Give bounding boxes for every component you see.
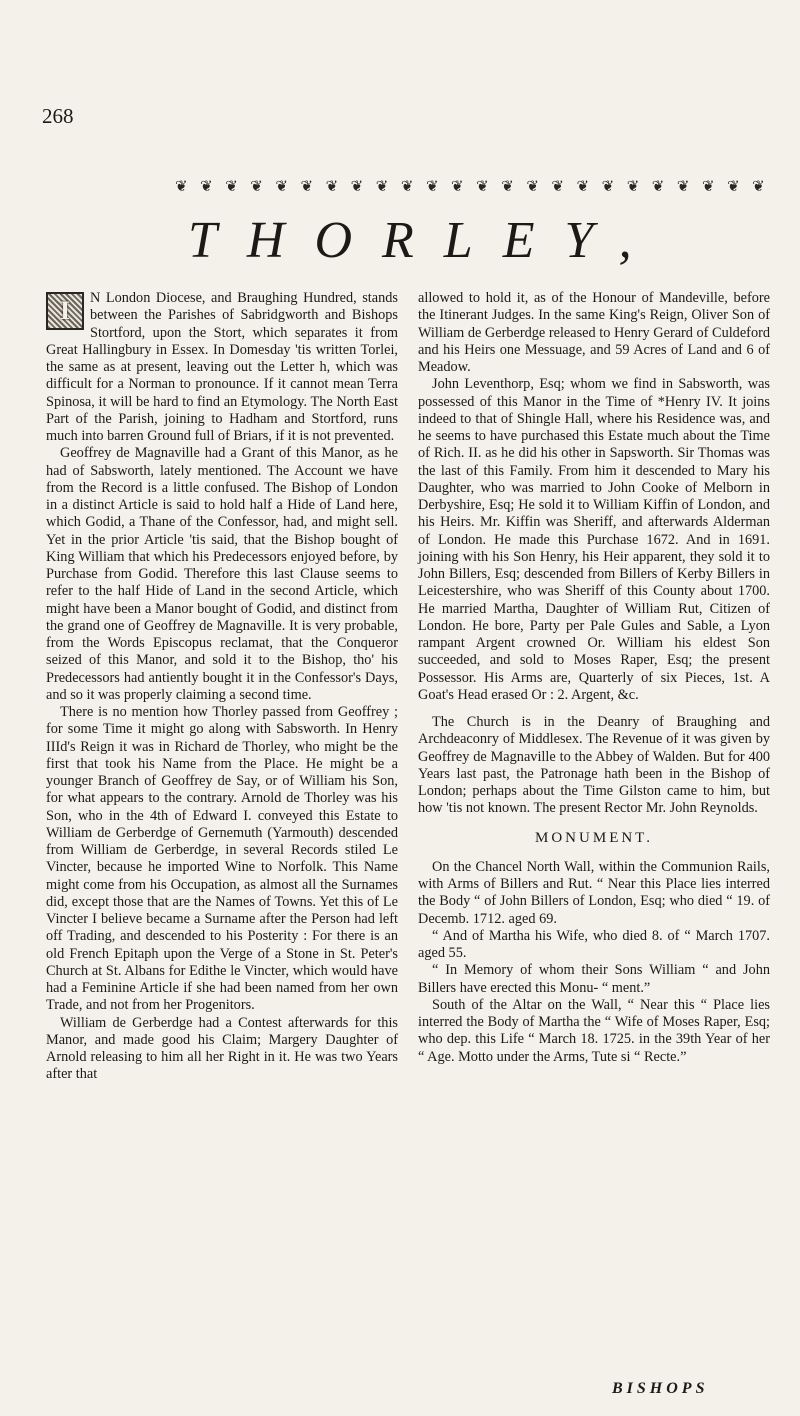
ornament-icon: ❦	[551, 178, 564, 195]
ornament-icon: ❦	[175, 178, 188, 195]
section-heading: MONUMENT.	[535, 829, 653, 846]
ornament-icon: ❦	[576, 178, 590, 195]
ornament-icon: ❦	[727, 178, 740, 195]
page-number: 268	[42, 104, 74, 128]
paragraph: allowed to hold it, as of the Honour of Mandeville, before the Itinerant Judges. In the same King's Reign, Oliver Son of William de Gerberdge released to Henry Gerard of Culdeford and his Heirs one Messuage, and 59 Acres of Land and 6 of Meadow.	[418, 290, 770, 375]
ornament-icon: ❦	[626, 178, 640, 195]
ornament-icon: ❦	[200, 178, 213, 195]
ornament-icon: ❦	[601, 178, 615, 195]
ornament-icon: ❦	[375, 178, 389, 195]
paragraph: William de Gerberdge had a Contest afterwards for this Manor, and made good his Claim; Margery Daughter of Arnold releasing to him all her Right in it. He was two Years after that	[46, 1014, 398, 1083]
ornament-icon: ❦	[526, 178, 539, 195]
paragraph: There is no mention how Thorley passed from Geoffrey ; for some Time it might go along with Sabsworth. In Henry IIId's Reign it was in Richard de Thorley, who might be the first that took his Name from the Place. He might be a younger Branch of Geoffrey de Say, or of William his Son, for what appears to the contrary. Arnold de Thorley was his Son, who in the 4th of Edward I. conveyed this Estate to William de Gerberdge of Gernemuth (Yarmouth) descended from William de Gerberdge, in several Records stiled Le Vincter, because he imported Wine to Norfolk. This Name might come from his Occupation, as almost all the Surnames did, except those that are the Names of Towns. Yet this of Le Vincter I believe became a Surname after the Person had left off Trading, and descended to his Posterity : For there is an old French Epitaph upon the Verge of a Stone in St. Peter's Church at St. Albans for Edithe le Vincter, which would have had a Feminine Article if she had been named from her own Trade, and not from her Progenitors.	[46, 704, 398, 1014]
paragraph: On the Chancel North Wall, within the Communion Rails, with Arms of Billers and Rut. “ Near this Place lies interred the Body “ of John Billers of London, Esq; who died “ 19. of Decemb. 1712. aged 69.	[418, 858, 770, 927]
decorative-ornament-band	[175, 177, 765, 195]
ornament-icon: ❦	[701, 178, 715, 195]
drop-cap-initial: I	[46, 292, 84, 330]
ornament-icon: ❦	[425, 178, 439, 195]
page-title: THORLEY,	[188, 212, 662, 269]
ornament-icon: ❦	[476, 178, 489, 195]
ornament-icon: ❦	[752, 178, 765, 195]
ornament-icon: ❦	[676, 178, 690, 195]
paragraph: South of the Altar on the Wall, “ Near this “ Place lies interred the Body of Martha the “ Wife of Moses Raper, Esq; who dep. this Life “ March 18. 1725. in the 39th Year of her “ Age. Motto under the Arms, Tute si “ Recte.”	[418, 996, 770, 1065]
catchword: BISHOPS	[612, 1380, 709, 1397]
left-column	[46, 290, 398, 1084]
paragraph: “ And of Martha his Wife, who died 8. of “ March 1707. aged 55.	[418, 927, 770, 961]
paragraph: “ In Memory of whom their Sons William “ and John Billers have erected this Monu- “ ment.”	[418, 962, 770, 996]
paragraph: Geoffrey de Magnaville had a Grant of this Manor, as he had of Sabsworth, lately mentioned. The Account we have from the Record is a little confused. The Bishop of London in a distinct Article is said to hold half a Hide of Land here, which Godid, a Thane of the Confessor, had, and might sell. Yet in the prior Article 'tis said, that the Bishop bought of King William that which his Predecessors enjoyed before, by Purchase from Godid. Therefore this last Clause seems to refer to the half Hide of Land in the second Article, which might have been a Manor bought of Godid, and distinct from the grand one of Geoffrey de Magnaville. It is very probable, from the Words Episcopus reclamat, that the Conqueror seized of this Manor, and sold it to the Bishop, tho' his Predecessors had antiently bought it in the Confessor's Days, and so it was properly claiming a second time.	[46, 445, 398, 703]
paragraph: N London Diocese, and Braughing Hundred, stands between the Parishes of Sabridgworth and Bishops Stortford, upon the Stort, which separates it from Great Hallingbury in Essex. In Domesday 'tis written Torlei, the same as at present, leaving out the Letter h, which was difficult for a Norman to pronounce. If it cannot mean Terra Spinosa, it will be hard to find an Etymology. The North East Part of the Parish, joining to Hadham and Stortford, runs much into barren Ground full of Briars, if it is not prevented.	[46, 290, 398, 444]
ornament-icon: ❦	[250, 178, 263, 195]
ornament-icon: ❦	[451, 178, 464, 195]
ornament-icon: ❦	[501, 178, 514, 195]
ornament-icon: ❦	[651, 178, 665, 195]
ornament-icon: ❦	[325, 178, 339, 195]
paragraph: The Church is in the Deanry of Braughing and Archdeaconry of Middlesex. The Revenue of it was given by Geoffrey de Magnaville to the Abbey of Walden. But for 400 Years last past, the Patronage hath been in the Bishop of London; perhaps about the Time Gilston came to him, but how 'tis not known. The present Rector Mr. John Reynolds.	[418, 714, 770, 817]
ornament-icon: ❦	[400, 178, 414, 195]
right-column	[418, 290, 770, 1066]
ornament-icon: ❦	[300, 178, 314, 195]
ornament-icon: ❦	[275, 178, 288, 195]
ornament-icon: ❦	[350, 178, 364, 195]
paragraph: John Leventhorp, Esq; whom we find in Sabsworth, was possessed of this Manor in the Time of *Henry IV. It joins indeed to that of Shingle Hall, where his Residence was, and he seems to have purchased this Estate much about the Time of Rich. II. as he did his other in Sapsworth. Sir Thomas was the last of this Family. From him it descended to Mary his Daughter, who was married to John Cooke of Melborn in Derbyshire, Esq; He sold it to William Kiffin of London, and his Heirs. Mr. Kiffin was Sheriff, and afterwards Alderman of London. He made this Purchase 1672. And in 1691. joining with his Son Henry, his Heir apparent, they sold it to John Billers, Esq; descended from Billers of Kerby Billers in Leicestershire, who was Sheriff of this County about 1700. He married Martha, Daughter of William Rut, Citizen of London. He bore, Party per Pale Gules and Sable, a Lyon rampant Argent crowned Or. William his eldest Son succeeded, and sold to Moses Raper, Esq; the present Possessor. His Arms are, Quarterly of six Pieces, 1st. A Goat's Head erased Or : 2. Argent, &c.	[418, 376, 770, 703]
ornament-icon: ❦	[225, 178, 238, 195]
